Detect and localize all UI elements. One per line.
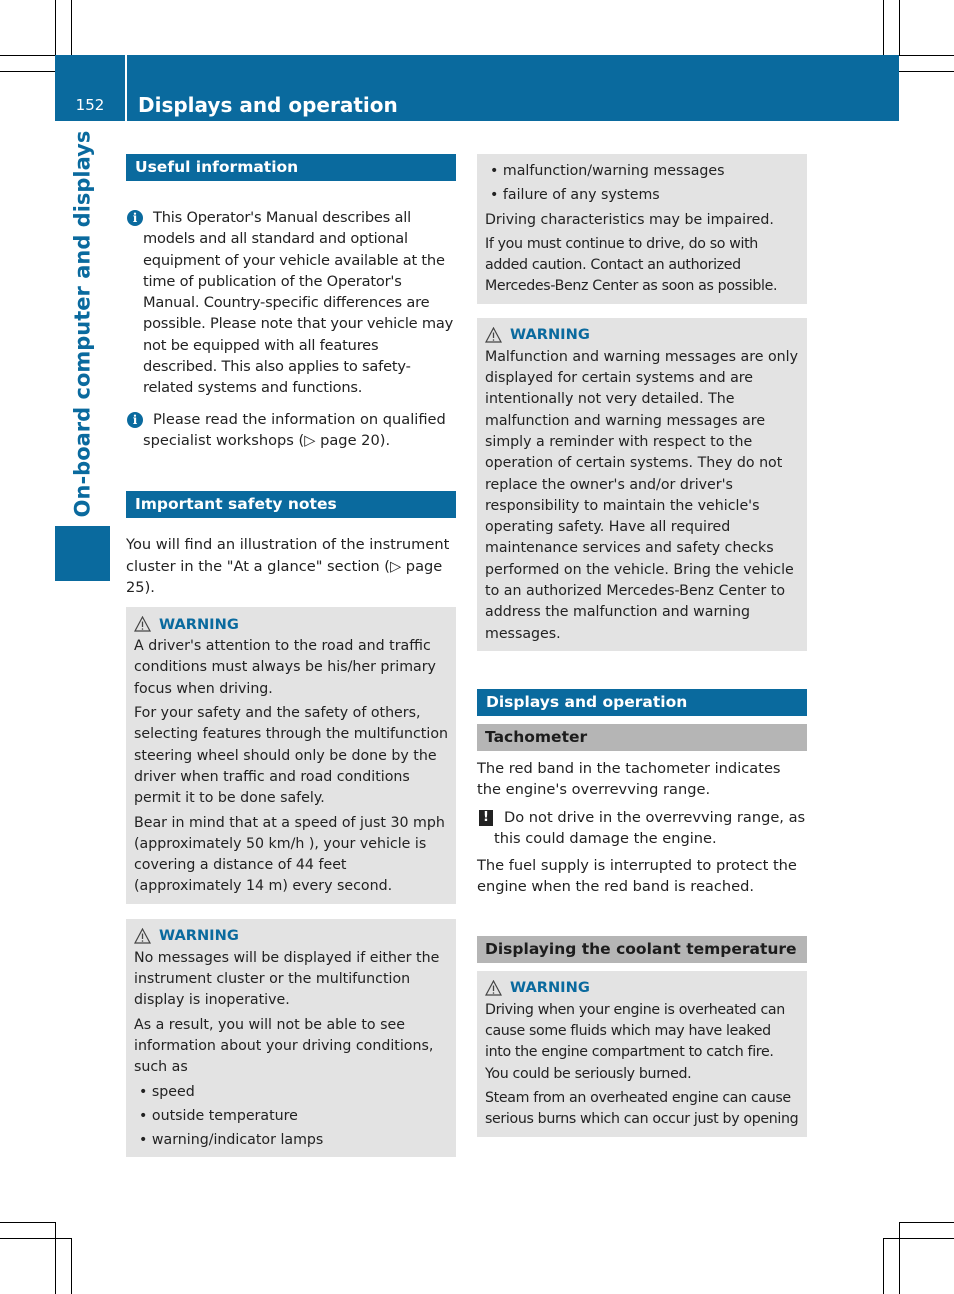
- bullet-item: • warning/indicator lamps: [139, 1132, 324, 1149]
- side-tab-marker: [55, 526, 110, 581]
- body-text: The red band in the tachometer indicates the engine's overrevving range.: [477, 759, 781, 799]
- exclamation-icon: !: [479, 810, 493, 826]
- subsection-heading-tachometer: Tachometer: [477, 724, 807, 751]
- intro-text: You will find an illustration of the instrument cluster in the "At a glance" section (▷ page 25).: [126, 536, 450, 596]
- warning-text: Driving characteristics may be impaired.: [485, 211, 774, 228]
- side-tab-label: On-board computer and displays: [70, 130, 95, 517]
- warning-text: A driver's attention to the road and traffic conditions must always be his/her primary focus when driving.: [134, 638, 436, 697]
- left-column: [126, 154, 456, 1157]
- warning-label: WARNING: [159, 615, 239, 633]
- right-column: [477, 154, 807, 1137]
- side-tab: [55, 121, 110, 526]
- info-note-text: Please read the information on qualified specialist workshops (▷ page 20).: [143, 410, 446, 449]
- warning-label: WARNING: [510, 979, 590, 997]
- warning-box: [126, 607, 456, 904]
- warning-text: Driving when your engine is overheated can cause some fluids which may have leaked into the engine compartment to catch fire. You could be seriously burned.: [485, 1001, 785, 1082]
- warning-box-continued: [477, 154, 807, 304]
- warning-box: [477, 318, 807, 651]
- header-title: Displays and operation: [138, 92, 398, 117]
- warning-box: [126, 919, 456, 1158]
- bullet-item: • speed: [139, 1083, 195, 1100]
- warning-text: Bear in mind that at a speed of just 30 mph (approximately 50 km/h ), your vehicle is covering a distance of 44 feet (approximately 14 m) every second.: [134, 814, 445, 895]
- info-icon: i: [127, 412, 143, 428]
- warning-box: [477, 971, 807, 1137]
- warning-header: [134, 613, 448, 635]
- info-note: [126, 207, 456, 399]
- caution-note: [477, 807, 807, 850]
- page-number: 152: [75, 95, 105, 114]
- warning-text: Steam from an overheated engine can cause serious burns which can occur just by opening: [485, 1089, 799, 1128]
- info-icon: i: [127, 210, 143, 226]
- header-divider: [125, 55, 127, 121]
- caution-text: Do not drive in the overrevving range, as this could damage the engine.: [494, 808, 806, 847]
- warning-label: WARNING: [159, 927, 239, 945]
- subsection-heading-coolant-temperature: Displaying the coolant temperature: [477, 936, 807, 963]
- warning-text: No messages will be displayed if either the instrument cluster or the multifunction display is inoperative.: [134, 949, 440, 1009]
- warning-text: For your safety and the safety of others, selecting features through the multifunction steering wheel should only be done by the driver when traffic and road conditions permit it to be done safely.: [134, 705, 448, 807]
- warning-text: Malfunction and warning messages are only displayed for certain systems and are intentionally not very detailed. The malfunction and warning messages are simply a reminder with respect to the operation of certain systems. They do not replace the owner's and/or driver's responsibility to maintain the vehicle's operating safety. Have all required maintenance services and safety checks performed on the vehicle. Bring the vehicle to an authorized Mercedes-Benz Center to address the malfunction and warning messages.: [485, 348, 798, 642]
- warning-header: [485, 977, 799, 999]
- section-heading-displays-and-operation: Displays and operation: [477, 689, 807, 716]
- body-text: The fuel supply is interrupted to protect the engine when the red band is reached.: [477, 857, 797, 896]
- bullet-item: • malfunction/warning messages: [490, 163, 725, 179]
- warning-text: As a result, you will not be able to see information about your driving conditions, such as: [134, 1016, 434, 1076]
- section-heading-useful-information: Useful information: [126, 154, 456, 181]
- warning-text: If you must continue to drive, do so with added caution. Contact an authorized Mercedes-Benz Center as soon as possible.: [485, 235, 778, 295]
- bullet-item: • failure of any systems: [490, 187, 660, 204]
- warning-triangle-icon: [485, 327, 502, 343]
- bullet-item: • outside temperature: [139, 1107, 298, 1124]
- warning-triangle-icon: [134, 616, 151, 632]
- info-note-text: This Operator's Manual describes all models and all standard and optional equipment of your vehicle available at the time of publication of the Operator's Manual. Country-specific differences are possible. Please note that your vehicle may not be equipped with all features described. This also applies to safety-related systems and functions.: [143, 209, 454, 397]
- info-note: [126, 409, 456, 452]
- warning-triangle-icon: [134, 928, 151, 944]
- warning-header: [134, 925, 448, 947]
- warning-label: WARNING: [510, 326, 590, 344]
- section-heading-important-safety-notes: Important safety notes: [126, 491, 456, 518]
- warning-header: [485, 324, 799, 346]
- warning-triangle-icon: [485, 980, 502, 996]
